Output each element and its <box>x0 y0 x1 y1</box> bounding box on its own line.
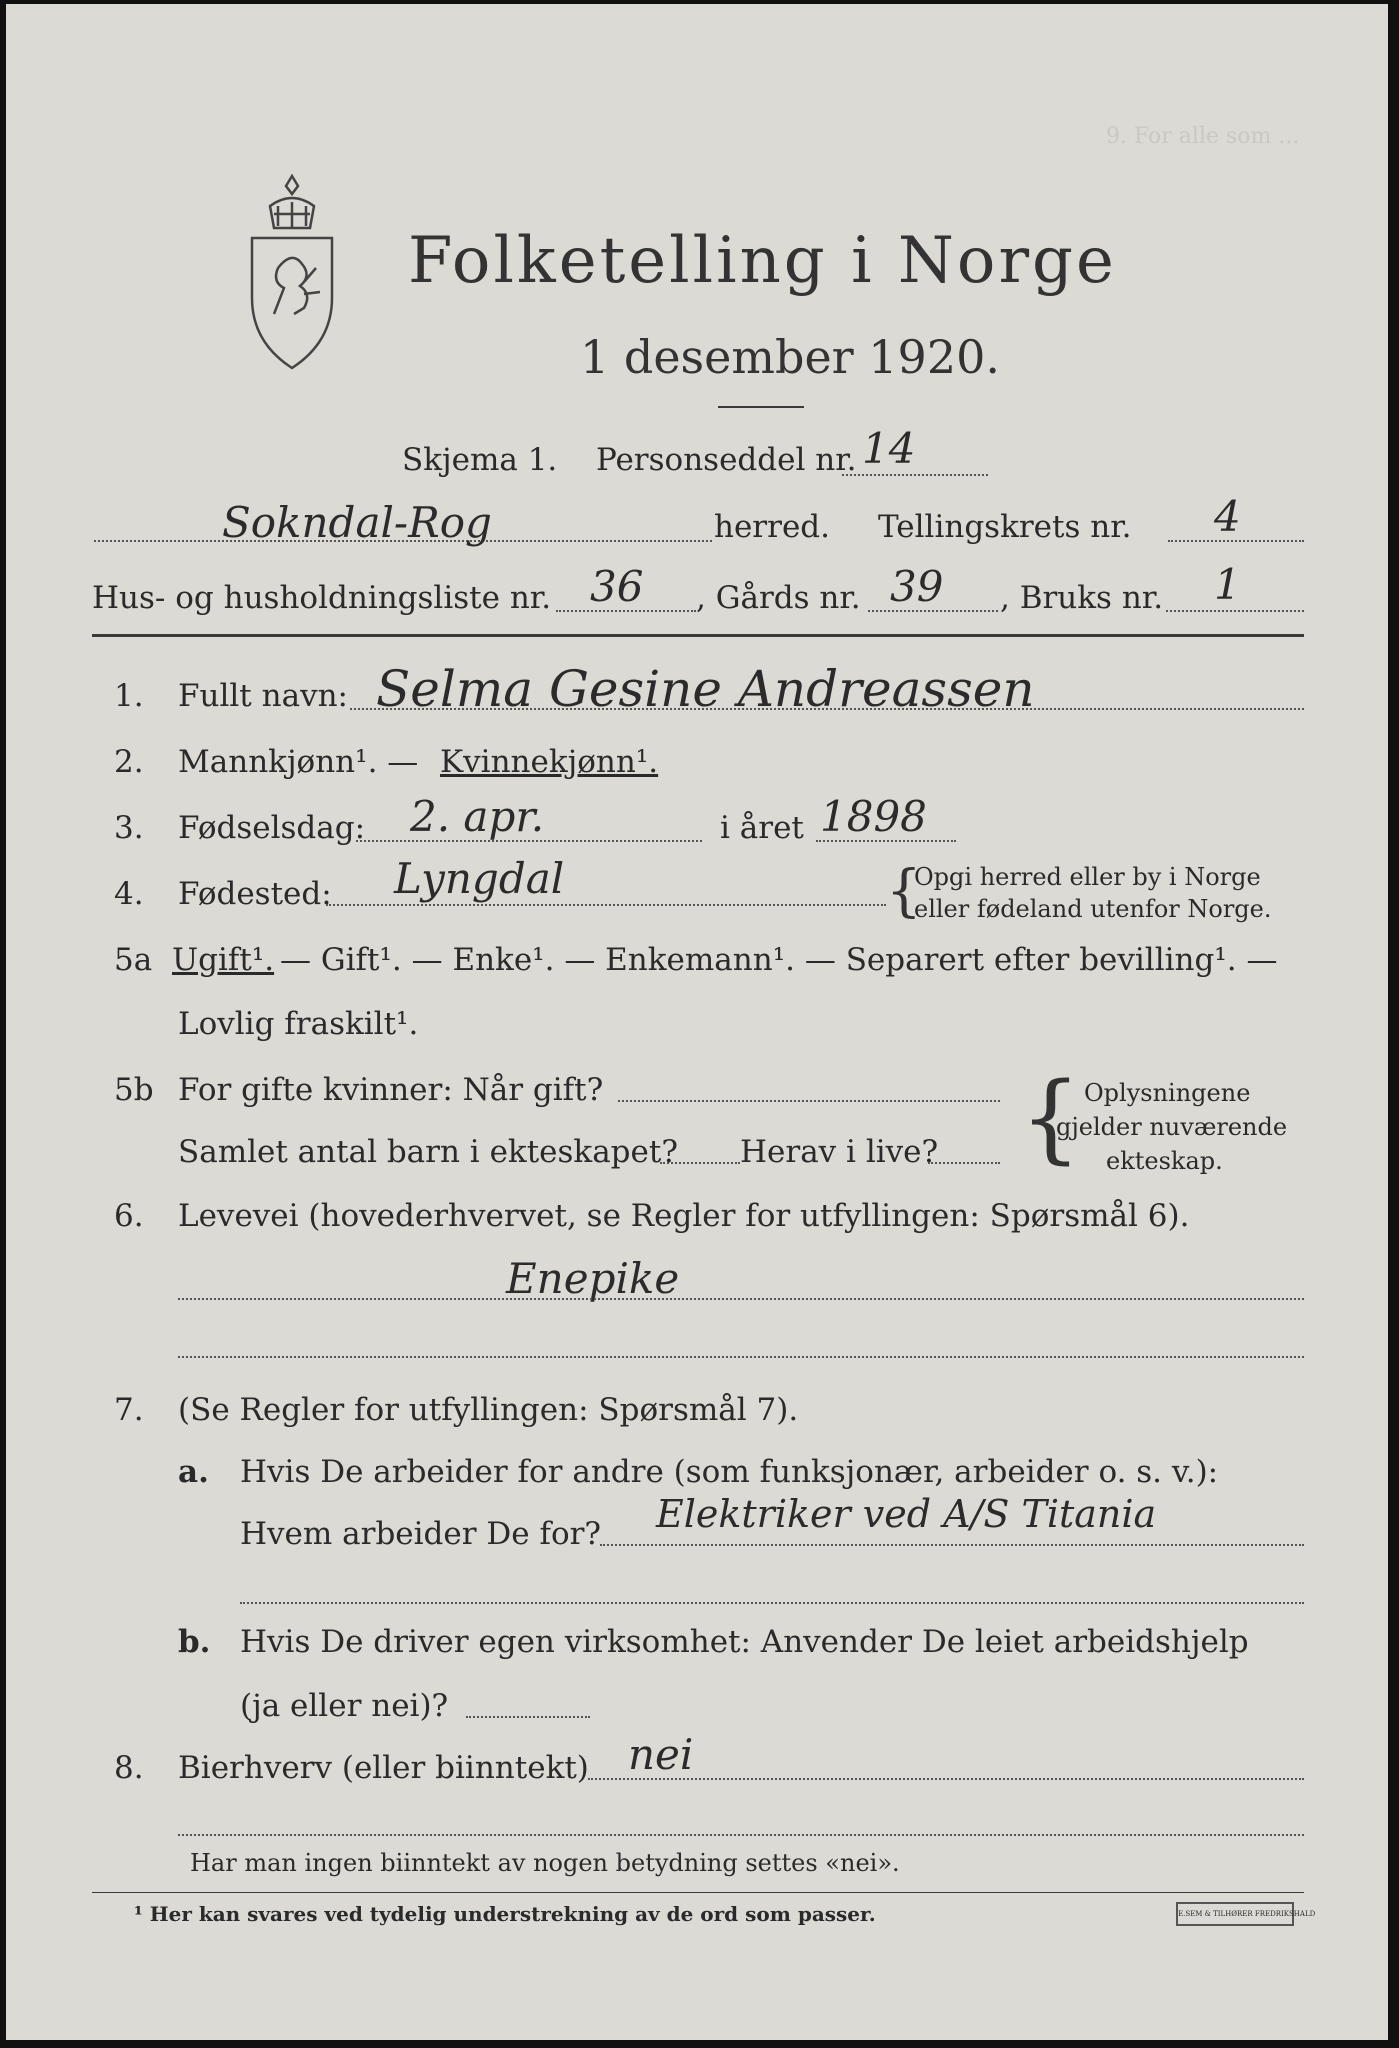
tellingskrets-value: 4 <box>1214 492 1241 541</box>
q4-line <box>326 904 886 906</box>
title-divider <box>718 406 804 408</box>
q7b-question: (ja eller nei)? <box>240 1688 449 1724</box>
q5a-other-options: — Gift¹. — Enke¹. — Enkemann¹. — Separert efter bevilling¹. — <box>280 942 1278 978</box>
q8-line2 <box>178 1834 1304 1836</box>
q7b-letter: b. <box>178 1624 211 1660</box>
q7a-text: Hvis De arbeider for andre (som funksjonær, arbeider o. s. v.): <box>240 1454 1219 1490</box>
q1-number: 1. <box>114 678 144 714</box>
q3-year-value: 1898 <box>820 792 927 841</box>
q6-label: Levevei (hovederhvervet, se Regler for utfyllingen: Spørsmål 6). <box>178 1198 1190 1234</box>
q4-value: Lyngdal <box>394 854 565 903</box>
q6-number: 6. <box>114 1198 144 1234</box>
gards-label: , Gårds nr. <box>696 580 861 616</box>
q5a-ugift-option: Ugift¹. <box>172 942 275 978</box>
herred-label: herred. <box>714 509 830 545</box>
q7-number: 7. <box>114 1392 144 1428</box>
q5b-barn-line <box>660 1162 740 1164</box>
q5b-live-label: Herav i live? <box>740 1134 939 1170</box>
q8-value: nei <box>628 1730 694 1779</box>
q7a-question: Hvem arbeider De for? <box>240 1516 602 1552</box>
q4-note-line1: Opgi herred eller by i Norge <box>914 863 1261 891</box>
q5a-number: 5a <box>114 942 153 978</box>
q5b-number: 5b <box>114 1072 154 1108</box>
q7b-line <box>466 1716 590 1718</box>
tellingskrets-label: Tellingskrets nr. <box>878 509 1132 545</box>
bleed-through-text: 9. For alle som ... <box>1106 124 1300 149</box>
q4-note-line2: eller fødeland utenfor Norge. <box>914 895 1272 923</box>
q8-number: 8. <box>114 1750 144 1786</box>
q5b-gift-line <box>618 1100 1000 1102</box>
personseddel-label: Personseddel nr. <box>596 442 857 478</box>
gards-value: 39 <box>890 562 944 611</box>
q5b-note-line3: ekteskap. <box>1106 1147 1223 1175</box>
q3-value: 2. apr. <box>410 792 545 841</box>
q5b-line1: For gifte kvinner: Når gift? <box>178 1072 604 1108</box>
bruks-label: , Bruks nr. <box>1000 580 1164 616</box>
printer-stamp: E.SEM & TILHØRER FREDRIKSHALD <box>1176 1902 1294 1926</box>
q7a-value: Elektriker ved A/S Titania <box>656 1492 1157 1536</box>
q5b-note-line1: Oplysningene <box>1084 1079 1251 1107</box>
q2-female-option: Kvinnekjønn¹. <box>440 744 659 780</box>
q4-brace: { <box>886 859 922 924</box>
q3-number: 3. <box>114 810 144 846</box>
q6-value: Enepike <box>506 1254 680 1303</box>
q6-line2 <box>178 1356 1304 1358</box>
q7a-letter: a. <box>178 1454 209 1490</box>
q2-number: 2. <box>114 744 144 780</box>
q1-value: Selma Gesine Andreassen <box>376 660 1035 718</box>
footer-note: Har man ingen biinntekt av nogen betydning settes «nei». <box>190 1849 900 1877</box>
q7b-text: Hvis De driver egen virksomhet: Anvender De leiet arbeidshjelp <box>240 1624 1249 1660</box>
herred-value: Sokndal-Rog <box>222 498 492 547</box>
bruks-line <box>1166 610 1304 612</box>
q5a-fraskilt-option: Lovlig fraskilt¹. <box>178 1006 419 1042</box>
footer-rule <box>92 1892 1304 1893</box>
q1-label: Fullt navn: <box>178 678 348 714</box>
skjema-label: Skjema 1. <box>402 442 558 478</box>
q8-label: Bierhverv (eller biinntekt) <box>178 1750 589 1786</box>
q2-male-option: Mannkjønn¹. — <box>178 744 419 780</box>
q7a-line2 <box>240 1602 1304 1604</box>
q3-label: Fødselsdag: <box>178 810 366 846</box>
personseddel-line <box>842 474 988 476</box>
q4-label: Fødested: <box>178 876 332 912</box>
q8-line1 <box>588 1778 1304 1780</box>
q7-label: (Se Regler for utfyllingen: Spørsmål 7). <box>178 1392 799 1428</box>
footnote: ¹ Her kan svares ved tydelig understrekning av de ord som passer. <box>134 1902 876 1926</box>
q5b-note-line2: gjelder nuværende <box>1056 1113 1288 1141</box>
q5b-live-line <box>928 1162 1000 1164</box>
coat-of-arms-icon <box>244 172 340 372</box>
q6-line1 <box>178 1298 1304 1300</box>
personseddel-value: 14 <box>862 424 916 473</box>
hus-value: 36 <box>590 562 644 611</box>
q7a-line1 <box>600 1544 1304 1546</box>
census-form <box>6 4 1388 2040</box>
q4-number: 4. <box>114 876 144 912</box>
q5b-barn-label: Samlet antal barn i ekteskapet? <box>178 1134 678 1170</box>
bruks-value: 1 <box>1214 560 1241 609</box>
hus-label: Hus- og husholdningsliste nr. <box>92 580 552 616</box>
census-date: 1 desember 1920. <box>580 330 1000 384</box>
form-title: Folketelling i Norge <box>408 224 1117 298</box>
q3-year-label: i året <box>720 810 804 846</box>
q5b-brace: { <box>1020 1062 1082 1174</box>
header-separator <box>92 634 1304 637</box>
